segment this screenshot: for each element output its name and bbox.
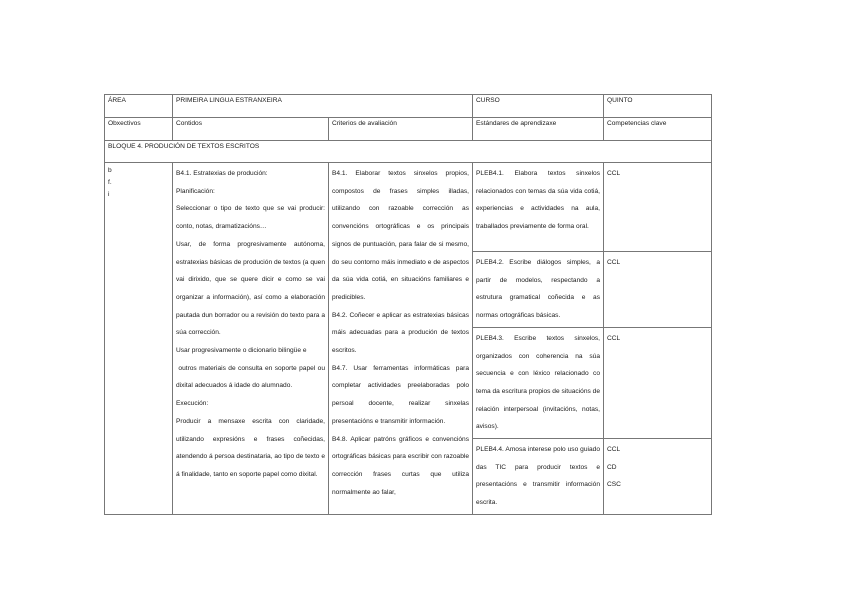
objective-item: f. — [108, 179, 112, 186]
competence-item: CCL — [607, 334, 621, 342]
competence-item: CSC — [607, 481, 621, 489]
curso-label: CURSO — [473, 95, 604, 118]
header-row — [105, 95, 712, 118]
curriculum-table — [104, 94, 712, 515]
competence-cell — [604, 252, 712, 328]
criteria-cell — [329, 163, 473, 515]
column-header-row — [105, 118, 712, 141]
content-item: Producir a mensaxe escrita con claridade, utilizando expresións e frases coñecidas, atendendo á persoa destinataria, ao tipo de texto e á finalidade, tanto en soporte papel como dixital. — [176, 417, 325, 478]
col-competences-header: Competencias clave — [604, 118, 712, 141]
contents-cell — [173, 163, 329, 515]
criterion-item: B4.7. Usar ferramentas informáticas para completar actividades preelaboradas polo persoal docente, realizar sinxelas presentacións e transmitir información. — [332, 364, 469, 425]
content-item: B4.1. Estratexias de produción: — [176, 170, 268, 177]
standard-cell: PLEB4.3. Escribe textos sinxelos, organizados con coherencia na súa secuencia e con léxico relacionado co tema da escritura propios de situacións de relación interpersoal (invitacións, notas, avisos). — [473, 327, 604, 438]
col-standards-header: Estándares de aprendizaxe — [473, 118, 604, 141]
block-row — [105, 141, 712, 163]
criterion-item: B4.2. Coñecer e aplicar as estratexias básicas máis adecuadas para a produción de textos escritos. — [332, 311, 469, 355]
area-label: ÁREA — [105, 95, 173, 118]
standard-cell: PLEB4.4. Amosa interese polo uso guiado das TIC para producir textos e presentacións e transmitir información escrita. — [473, 439, 604, 515]
content-item: Seleccionar o tipo de texto que se vai producir: conto, notas, dramatizacións… — [176, 205, 325, 231]
curso-value: QUINTO — [604, 95, 712, 118]
content-row — [105, 163, 712, 252]
block-title: BLOQUE 4. PRODUCIÓN DE TEXTOS ESCRITOS — [105, 141, 712, 163]
col-contents-header: Contidos — [173, 118, 329, 141]
content-item: Usar, de forma progresivamente autónoma, estratexias básicas de produción de textos (a quen vai dirixido, que se quere dicir e como se vai organizar a información), así como a elaboración pautada dun borrador ou a revisión do texto para a súa corrección. — [176, 240, 325, 337]
content-item: outros materiais de consulta en soporte papel ou dixital adecuados á idade do alumnado. — [176, 364, 327, 390]
objective-item: b — [108, 167, 112, 174]
content-item: Planificación: — [176, 187, 215, 195]
competence-cell — [604, 163, 712, 252]
area-value: PRIMEIRA LINGUA ESTRANXEIRA — [173, 95, 473, 118]
objective-item: i — [108, 191, 110, 198]
content-item: Usar progresivamente o dicionario bilingüe e — [176, 347, 307, 355]
standard-cell: PLEB4.1. Elabora textos sinxelos relacionados con temas da súa vida cotiá, experiencias e actividades na aula, traballados previamente de forma oral. — [473, 163, 604, 252]
criterion-item: B4.8. Aplicar patróns gráficos e convencións ortográficas básicas para escribir con razoable corrección frases curtas que utiliza normalmente ao falar, — [332, 435, 469, 496]
competence-item: CCL — [607, 446, 621, 454]
competence-item: CD — [607, 463, 617, 471]
competence-item: CCL — [607, 259, 621, 266]
col-criteria-header: Criterios de avaliación — [329, 118, 473, 141]
competence-cell — [604, 439, 712, 515]
competence-item: CCL — [607, 170, 621, 177]
competence-cell — [604, 327, 712, 438]
objectives-cell — [105, 163, 173, 515]
criterion-item: B4.1. Elaborar textos sinxelos propios, compostos de frases simples illadas, utilizando con razoable corrección as convencións ortográficas e os principais signos de puntuación, para falar de si mesmo, do seu contorno máis inmediato e de aspectos da súa vida cotiá, en situacións familiares e predicibles. — [332, 170, 469, 301]
content-item: Execución: — [176, 400, 209, 408]
standard-cell: PLEB4.2. Escribe diálogos simples, a partir de modelos, respectando a estrutura gramatical coñecida e as normas ortográficas básicas. — [473, 252, 604, 328]
col-objectives-header: Obxectivos — [105, 118, 173, 141]
